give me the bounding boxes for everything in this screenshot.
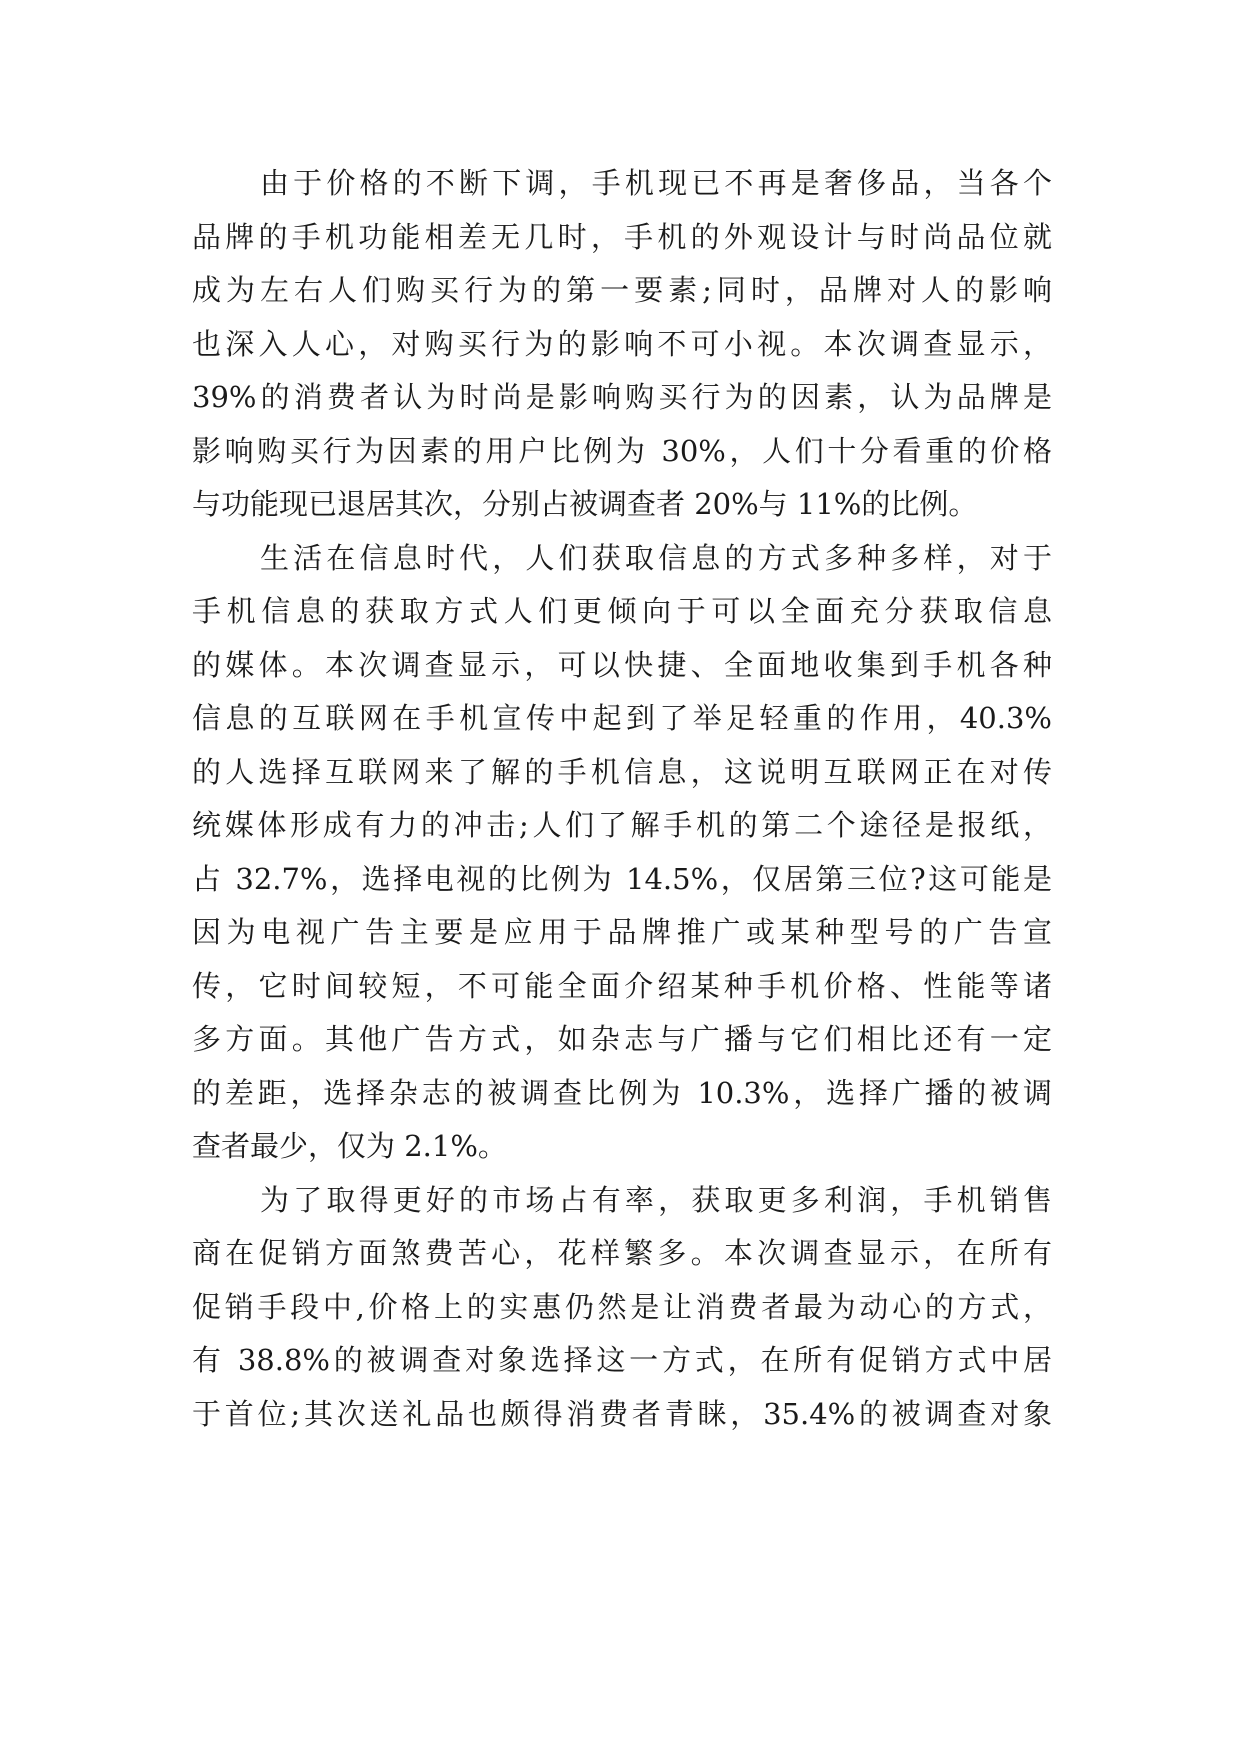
paragraph-2-line-11: 的差距，选择杂志的被调查比例为 10.3%，选择广播的被调 [192, 1075, 1052, 1110]
paragraph-1-line-5: 39%的消费者认为时尚是影响购买行为的因素，认为品牌是 [192, 380, 1052, 414]
paragraph-3-line-5: 于首位;其次送礼品也颇得消费者青睐，35.4%的被调查对象 [192, 1396, 1052, 1431]
paragraph-2-line-9: 传，它时间较短，不可能全面介绍某种手机价格、性能等诸 [192, 968, 1052, 1003]
paragraph-1-line-7: 与功能现已退居其次，分别占被调查者 20%与 11%的比例。 [192, 487, 978, 521]
paragraph-1-line-2: 品牌的手机功能相差无几时，手机的外观设计与时尚品位就 [192, 219, 1052, 254]
paragraph-2-line-8: 因为电视广告主要是应用于品牌推广或某种型号的广告宣 [192, 915, 1052, 949]
paragraph-2-line-7: 占 32.7%，选择电视的比例为 14.5%，仅居第三位?这可能是 [192, 861, 1052, 896]
paragraph-2-line-1: 生活在信息时代，人们获取信息的方式多种多样，对于 [260, 540, 1052, 575]
paragraph-1-line-1: 由于价格的不断下调，手机现已不再是奢侈品，当各个 [260, 166, 1052, 200]
paragraph-2-line-4: 信息的互联网在手机宣传中起到了举足轻重的作用，40.3% [192, 701, 1052, 735]
paragraph-3-line-4: 有 38.8%的被调查对象选择这一方式，在所有促销方式中居 [192, 1343, 1052, 1377]
paragraph-1-line-6: 影响购买行为因素的用户比例为 30%，人们十分看重的价格 [192, 433, 1052, 468]
body-text [192, 157, 1052, 1441]
paragraph-1-line-4: 也深入人心，对购买行为的影响不可小视。本次调查显示， [192, 326, 1052, 361]
paragraph-3-line-2: 商在促销方面煞费苦心，花样繁多。本次调查显示，在所有 [192, 1236, 1052, 1270]
paragraph-2-line-10: 多方面。其他广告方式，如杂志与广播与它们相比还有一定 [192, 1022, 1052, 1056]
paragraph-1-line-3: 成为左右人们购买行为的第一要素;同时，品牌对人的影响 [192, 273, 1052, 307]
paragraph-2-line-5: 的人选择互联网来了解的手机信息，这说明互联网正在对传 [192, 754, 1052, 789]
paragraph-3-line-3: 促销手段中,价格上的实惠仍然是让消费者最为动心的方式， [192, 1289, 1052, 1324]
paragraph-2-line-2: 手机信息的获取方式人们更倾向于可以全面充分获取信息 [192, 594, 1052, 628]
paragraph-2-line-12: 查者最少，仅为 2.1%。 [192, 1129, 507, 1163]
paragraph-3-line-1: 为了取得更好的市场占有率，获取更多利润，手机销售 [260, 1182, 1052, 1217]
paragraph-2-line-3: 的媒体。本次调查显示，可以快捷、全面地收集到手机各种 [192, 647, 1052, 682]
paragraph-2-line-6: 统媒体形成有力的冲击;人们了解手机的第二个途径是报纸， [192, 808, 1052, 842]
